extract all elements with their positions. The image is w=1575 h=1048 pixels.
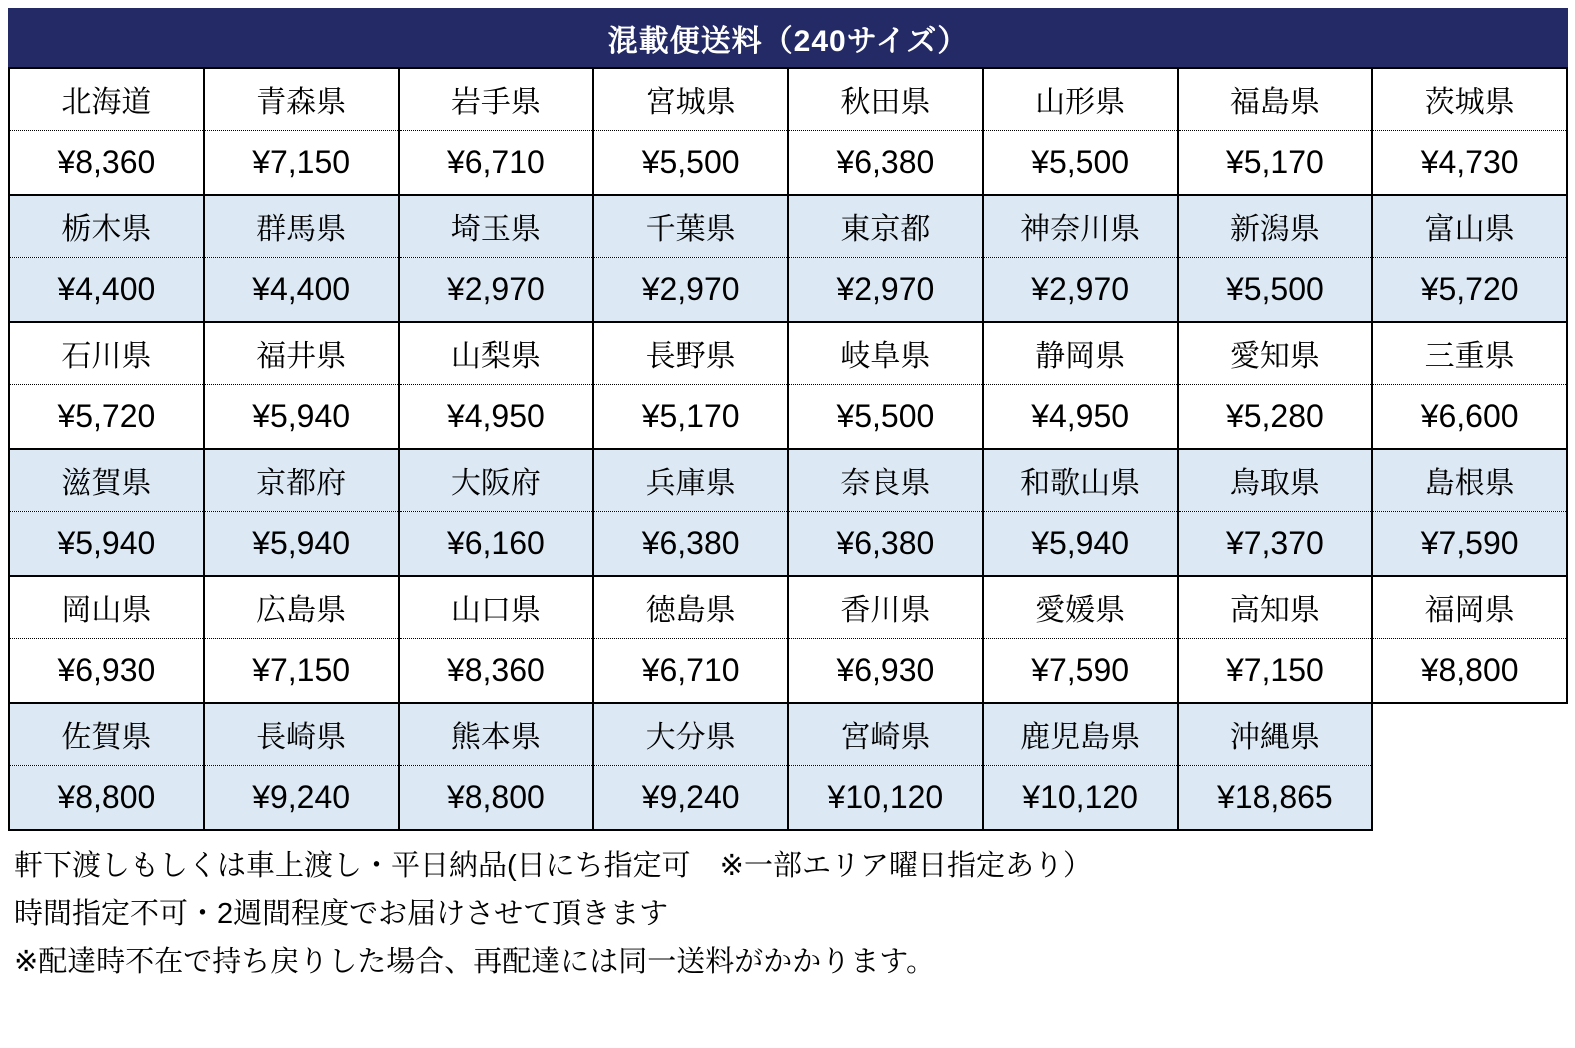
price-cell: ¥5,170 xyxy=(1178,130,1373,195)
note-delivery-conditions: 軒下渡しもしくは車上渡し・平日納品(日にち指定可 ※一部エリア曜日指定あり） xyxy=(14,850,1092,882)
price-cell: ¥10,120 xyxy=(983,765,1178,830)
prefecture-cell: 佐賀県 xyxy=(9,703,204,765)
prefecture-cell: 福井県 xyxy=(204,322,399,384)
prefecture-cell: 岩手県 xyxy=(399,68,594,130)
prefecture-cell: 山形県 xyxy=(983,68,1178,130)
price-cell: ¥5,280 xyxy=(1178,384,1373,449)
price-row xyxy=(9,384,1567,449)
price-cell: ¥7,590 xyxy=(983,638,1178,703)
prefecture-cell: 茨城県 xyxy=(1372,68,1567,130)
price-cell: ¥6,710 xyxy=(399,130,594,195)
price-cell: ¥5,940 xyxy=(204,511,399,576)
price-cell: ¥6,380 xyxy=(788,511,983,576)
price-cell: ¥5,940 xyxy=(9,511,204,576)
prefecture-cell: 富山県 xyxy=(1372,195,1567,257)
prefecture-cell: 神奈川県 xyxy=(983,195,1178,257)
page-title: 混載便送料（240サイズ） xyxy=(607,24,969,58)
price-cell: ¥18,865 xyxy=(1178,765,1373,830)
price-cell: ¥6,380 xyxy=(593,511,788,576)
price-cell: ¥4,400 xyxy=(204,257,399,322)
prefecture-row xyxy=(9,68,1567,130)
price-cell: ¥5,720 xyxy=(9,384,204,449)
price-cell: ¥5,500 xyxy=(593,130,788,195)
prefecture-cell: 岐阜県 xyxy=(788,322,983,384)
price-cell: ¥8,360 xyxy=(9,130,204,195)
prefecture-cell: 静岡県 xyxy=(983,322,1178,384)
prefecture-row xyxy=(9,449,1567,511)
rates-table-body xyxy=(9,68,1567,830)
prefecture-cell: 熊本県 xyxy=(399,703,594,765)
note-redelivery-fee: ※配達時不在で持ち戻りした場合、再配達には同一送料がかかります。 xyxy=(14,946,935,978)
prefecture-cell: 岡山県 xyxy=(9,576,204,638)
price-cell: ¥7,150 xyxy=(1178,638,1373,703)
prefecture-cell: 京都府 xyxy=(204,449,399,511)
prefecture-cell: 広島県 xyxy=(204,576,399,638)
price-cell: ¥5,720 xyxy=(1372,257,1567,322)
price-cell: ¥8,360 xyxy=(399,638,594,703)
price-cell: ¥6,380 xyxy=(788,130,983,195)
prefecture-cell: 宮城県 xyxy=(593,68,788,130)
price-cell: ¥5,500 xyxy=(1178,257,1373,322)
prefecture-cell: 長崎県 xyxy=(204,703,399,765)
prefecture-cell: 滋賀県 xyxy=(9,449,204,511)
price-row xyxy=(9,130,1567,195)
price-cell: ¥7,150 xyxy=(204,130,399,195)
price-cell: ¥10,120 xyxy=(788,765,983,830)
price-cell: ¥8,800 xyxy=(399,765,594,830)
prefecture-cell: 大阪府 xyxy=(399,449,594,511)
prefecture-cell: 宮崎県 xyxy=(788,703,983,765)
prefecture-cell: 鹿児島県 xyxy=(983,703,1178,765)
prefecture-cell: 鳥取県 xyxy=(1178,449,1373,511)
price-cell: ¥8,800 xyxy=(9,765,204,830)
prefecture-cell: 群馬県 xyxy=(204,195,399,257)
prefecture-cell: 島根県 xyxy=(1372,449,1567,511)
prefecture-cell: 新潟県 xyxy=(1178,195,1373,257)
footer-notes xyxy=(14,842,1568,986)
prefecture-cell: 福岡県 xyxy=(1372,576,1567,638)
empty-cell xyxy=(1372,703,1567,765)
prefecture-cell: 福島県 xyxy=(1178,68,1373,130)
price-cell: ¥6,930 xyxy=(9,638,204,703)
price-cell: ¥4,950 xyxy=(399,384,594,449)
price-cell: ¥2,970 xyxy=(788,257,983,322)
price-cell: ¥6,710 xyxy=(593,638,788,703)
prefecture-cell: 兵庫県 xyxy=(593,449,788,511)
prefecture-cell: 高知県 xyxy=(1178,576,1373,638)
price-cell: ¥6,160 xyxy=(399,511,594,576)
price-row xyxy=(9,638,1567,703)
prefecture-cell: 山口県 xyxy=(399,576,594,638)
price-cell: ¥2,970 xyxy=(399,257,594,322)
price-cell: ¥7,370 xyxy=(1178,511,1373,576)
price-cell: ¥9,240 xyxy=(204,765,399,830)
price-row xyxy=(9,765,1567,830)
price-cell: ¥2,970 xyxy=(593,257,788,322)
price-cell: ¥6,930 xyxy=(788,638,983,703)
price-cell: ¥8,800 xyxy=(1372,638,1567,703)
prefecture-cell: 和歌山県 xyxy=(983,449,1178,511)
prefecture-cell: 石川県 xyxy=(9,322,204,384)
price-cell: ¥2,970 xyxy=(983,257,1178,322)
prefecture-cell: 秋田県 xyxy=(788,68,983,130)
price-cell: ¥7,150 xyxy=(204,638,399,703)
price-cell: ¥5,170 xyxy=(593,384,788,449)
prefecture-cell: 東京都 xyxy=(788,195,983,257)
prefecture-row xyxy=(9,703,1567,765)
prefecture-row xyxy=(9,322,1567,384)
price-cell: ¥4,730 xyxy=(1372,130,1567,195)
prefecture-cell: 山梨県 xyxy=(399,322,594,384)
price-cell: ¥5,500 xyxy=(983,130,1178,195)
table-title-bar xyxy=(8,8,1568,67)
prefecture-cell: 沖縄県 xyxy=(1178,703,1373,765)
prefecture-cell: 愛知県 xyxy=(1178,322,1373,384)
note-delivery-time: 時間指定不可・2週間程度でお届けさせて頂きます xyxy=(14,898,669,930)
prefecture-cell: 三重県 xyxy=(1372,322,1567,384)
price-cell: ¥5,940 xyxy=(983,511,1178,576)
prefecture-cell: 徳島県 xyxy=(593,576,788,638)
empty-cell xyxy=(1372,765,1567,830)
prefecture-row xyxy=(9,195,1567,257)
shipping-rates-table xyxy=(8,67,1568,831)
prefecture-cell: 大分県 xyxy=(593,703,788,765)
price-cell: ¥9,240 xyxy=(593,765,788,830)
price-cell: ¥4,400 xyxy=(9,257,204,322)
price-cell: ¥4,950 xyxy=(983,384,1178,449)
price-row xyxy=(9,511,1567,576)
price-cell: ¥6,600 xyxy=(1372,384,1567,449)
prefecture-cell: 愛媛県 xyxy=(983,576,1178,638)
prefecture-cell: 青森県 xyxy=(204,68,399,130)
price-cell: ¥7,590 xyxy=(1372,511,1567,576)
prefecture-row xyxy=(9,576,1567,638)
price-row xyxy=(9,257,1567,322)
prefecture-cell: 北海道 xyxy=(9,68,204,130)
prefecture-cell: 埼玉県 xyxy=(399,195,594,257)
prefecture-cell: 千葉県 xyxy=(593,195,788,257)
prefecture-cell: 栃木県 xyxy=(9,195,204,257)
prefecture-cell: 奈良県 xyxy=(788,449,983,511)
prefecture-cell: 長野県 xyxy=(593,322,788,384)
price-cell: ¥5,500 xyxy=(788,384,983,449)
price-cell: ¥5,940 xyxy=(204,384,399,449)
prefecture-cell: 香川県 xyxy=(788,576,983,638)
